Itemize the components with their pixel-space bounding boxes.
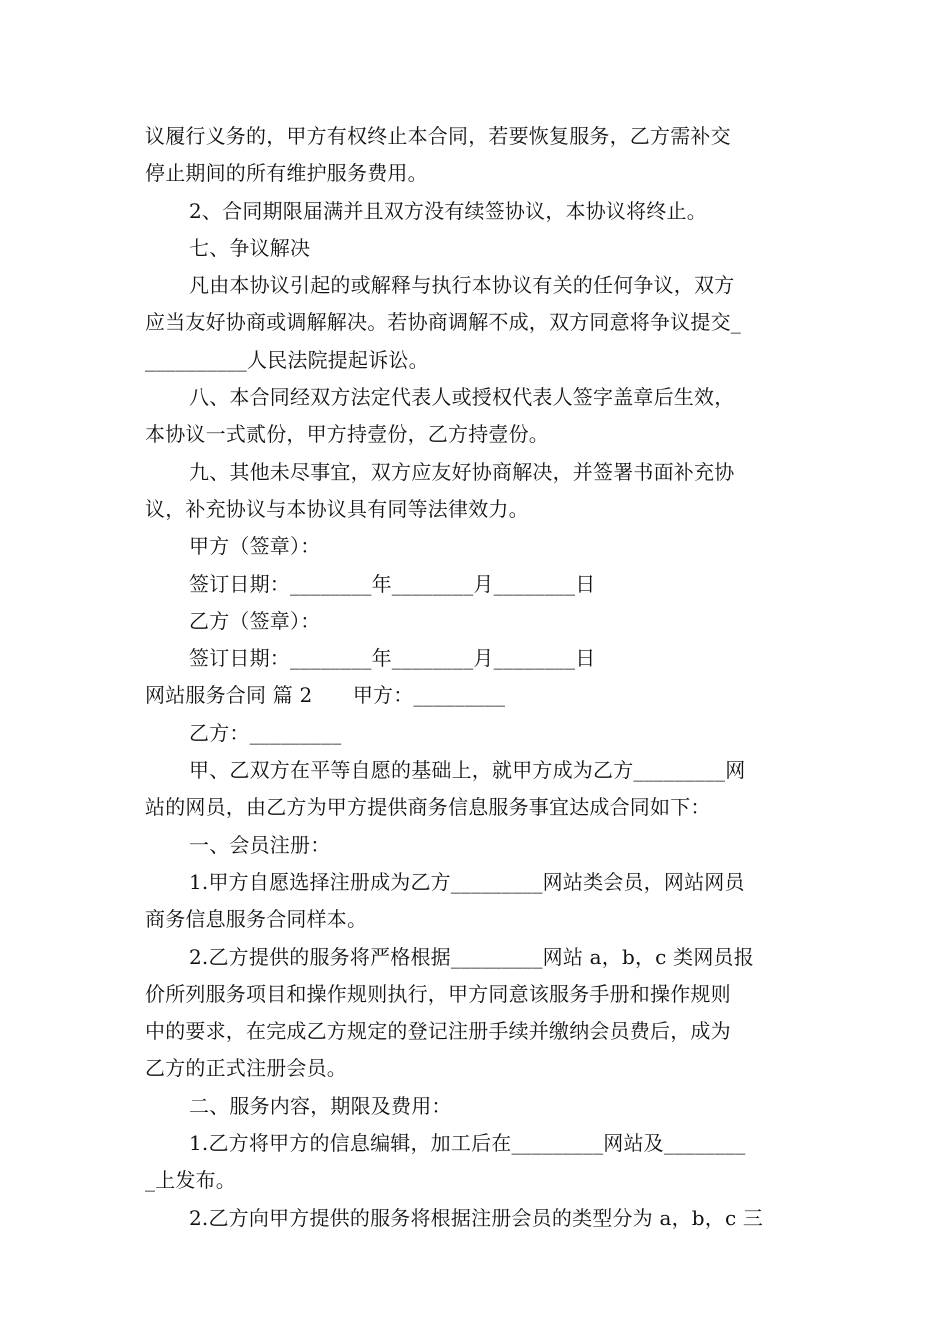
text-line: 乙方：_________ [189,720,342,745]
text-line: 签订日期：________年________月________日 [189,571,596,596]
text-line: 甲、乙双方在平等自愿的基础上，就甲方成为乙方_________网 [189,758,746,783]
text-line: 九、其他未尽事宜，双方应友好协商解决，并签署书面补充协 [189,459,735,484]
text-line: 签订日期：________年________月________日 [189,646,596,671]
text-line: _上发布。 [145,1168,236,1193]
text-line: 甲方（签章）： [189,534,321,559]
text-line: 议履行义务的，甲方有权终止本合同，若要恢复服务，乙方需补交 [145,124,731,148]
text-line: 乙方的正式注册会员。 [145,1056,347,1081]
text-line: 价所列服务项目和操作规则执行，甲方同意该服务手册和操作规则 [145,981,731,1006]
text-line: 中的要求，在完成乙方规定的登记注册手续并缴纳会员费后，成为 [145,1019,731,1044]
text-line: 2.乙方向甲方提供的服务将根据注册会员的类型分为 a，b，c 三 [189,1205,764,1230]
text-line: 乙方（签章）： [189,608,321,633]
text-line: 停止期间的所有维护服务费用。 [145,161,428,186]
text-line: 1.乙方将甲方的信息编辑，加工后在_________网站及________ [189,1131,746,1156]
text-line: 1.甲方自愿选择注册成为乙方_________网站类会员，网站网员 [189,869,745,894]
text-line: 网站服务合同 篇 2 甲方：_________ [145,683,506,708]
text-line: 七、争议解决 [189,235,311,260]
text-line: __________人民法院提起诉讼。 [145,347,429,372]
text-line: 应当友好协商或调解解决。若协商调解不成，双方同意将争议提交_ [145,310,741,335]
text-line: 商务信息服务合同样本。 [145,907,368,932]
document-body [145,118,805,1237]
text-line: 议，补充协议与本协议具有同等法律效力。 [145,496,529,521]
text-line: 二、服务内容，期限及费用： [189,1093,452,1118]
text-line: 一、会员注册： [189,832,331,857]
text-line: 凡由本协议引起的或解释与执行本协议有关的任何争议，双方 [189,273,735,298]
text-line: 本协议一式贰份，甲方持壹份，乙方持壹份。 [145,422,549,447]
text-line: 2、合同期限届满并且双方没有续签协议，本协议将终止。 [189,198,707,223]
text-line: 2.乙方提供的服务将严格根据_________网站 a，b，c 类网员报 [189,944,754,969]
text-line: 八、本合同经双方法定代表人或授权代表人签字盖章后生效， [189,385,735,410]
text-line: 站的网员，由乙方为甲方提供商务信息服务事宜达成合同如下： [145,795,711,820]
